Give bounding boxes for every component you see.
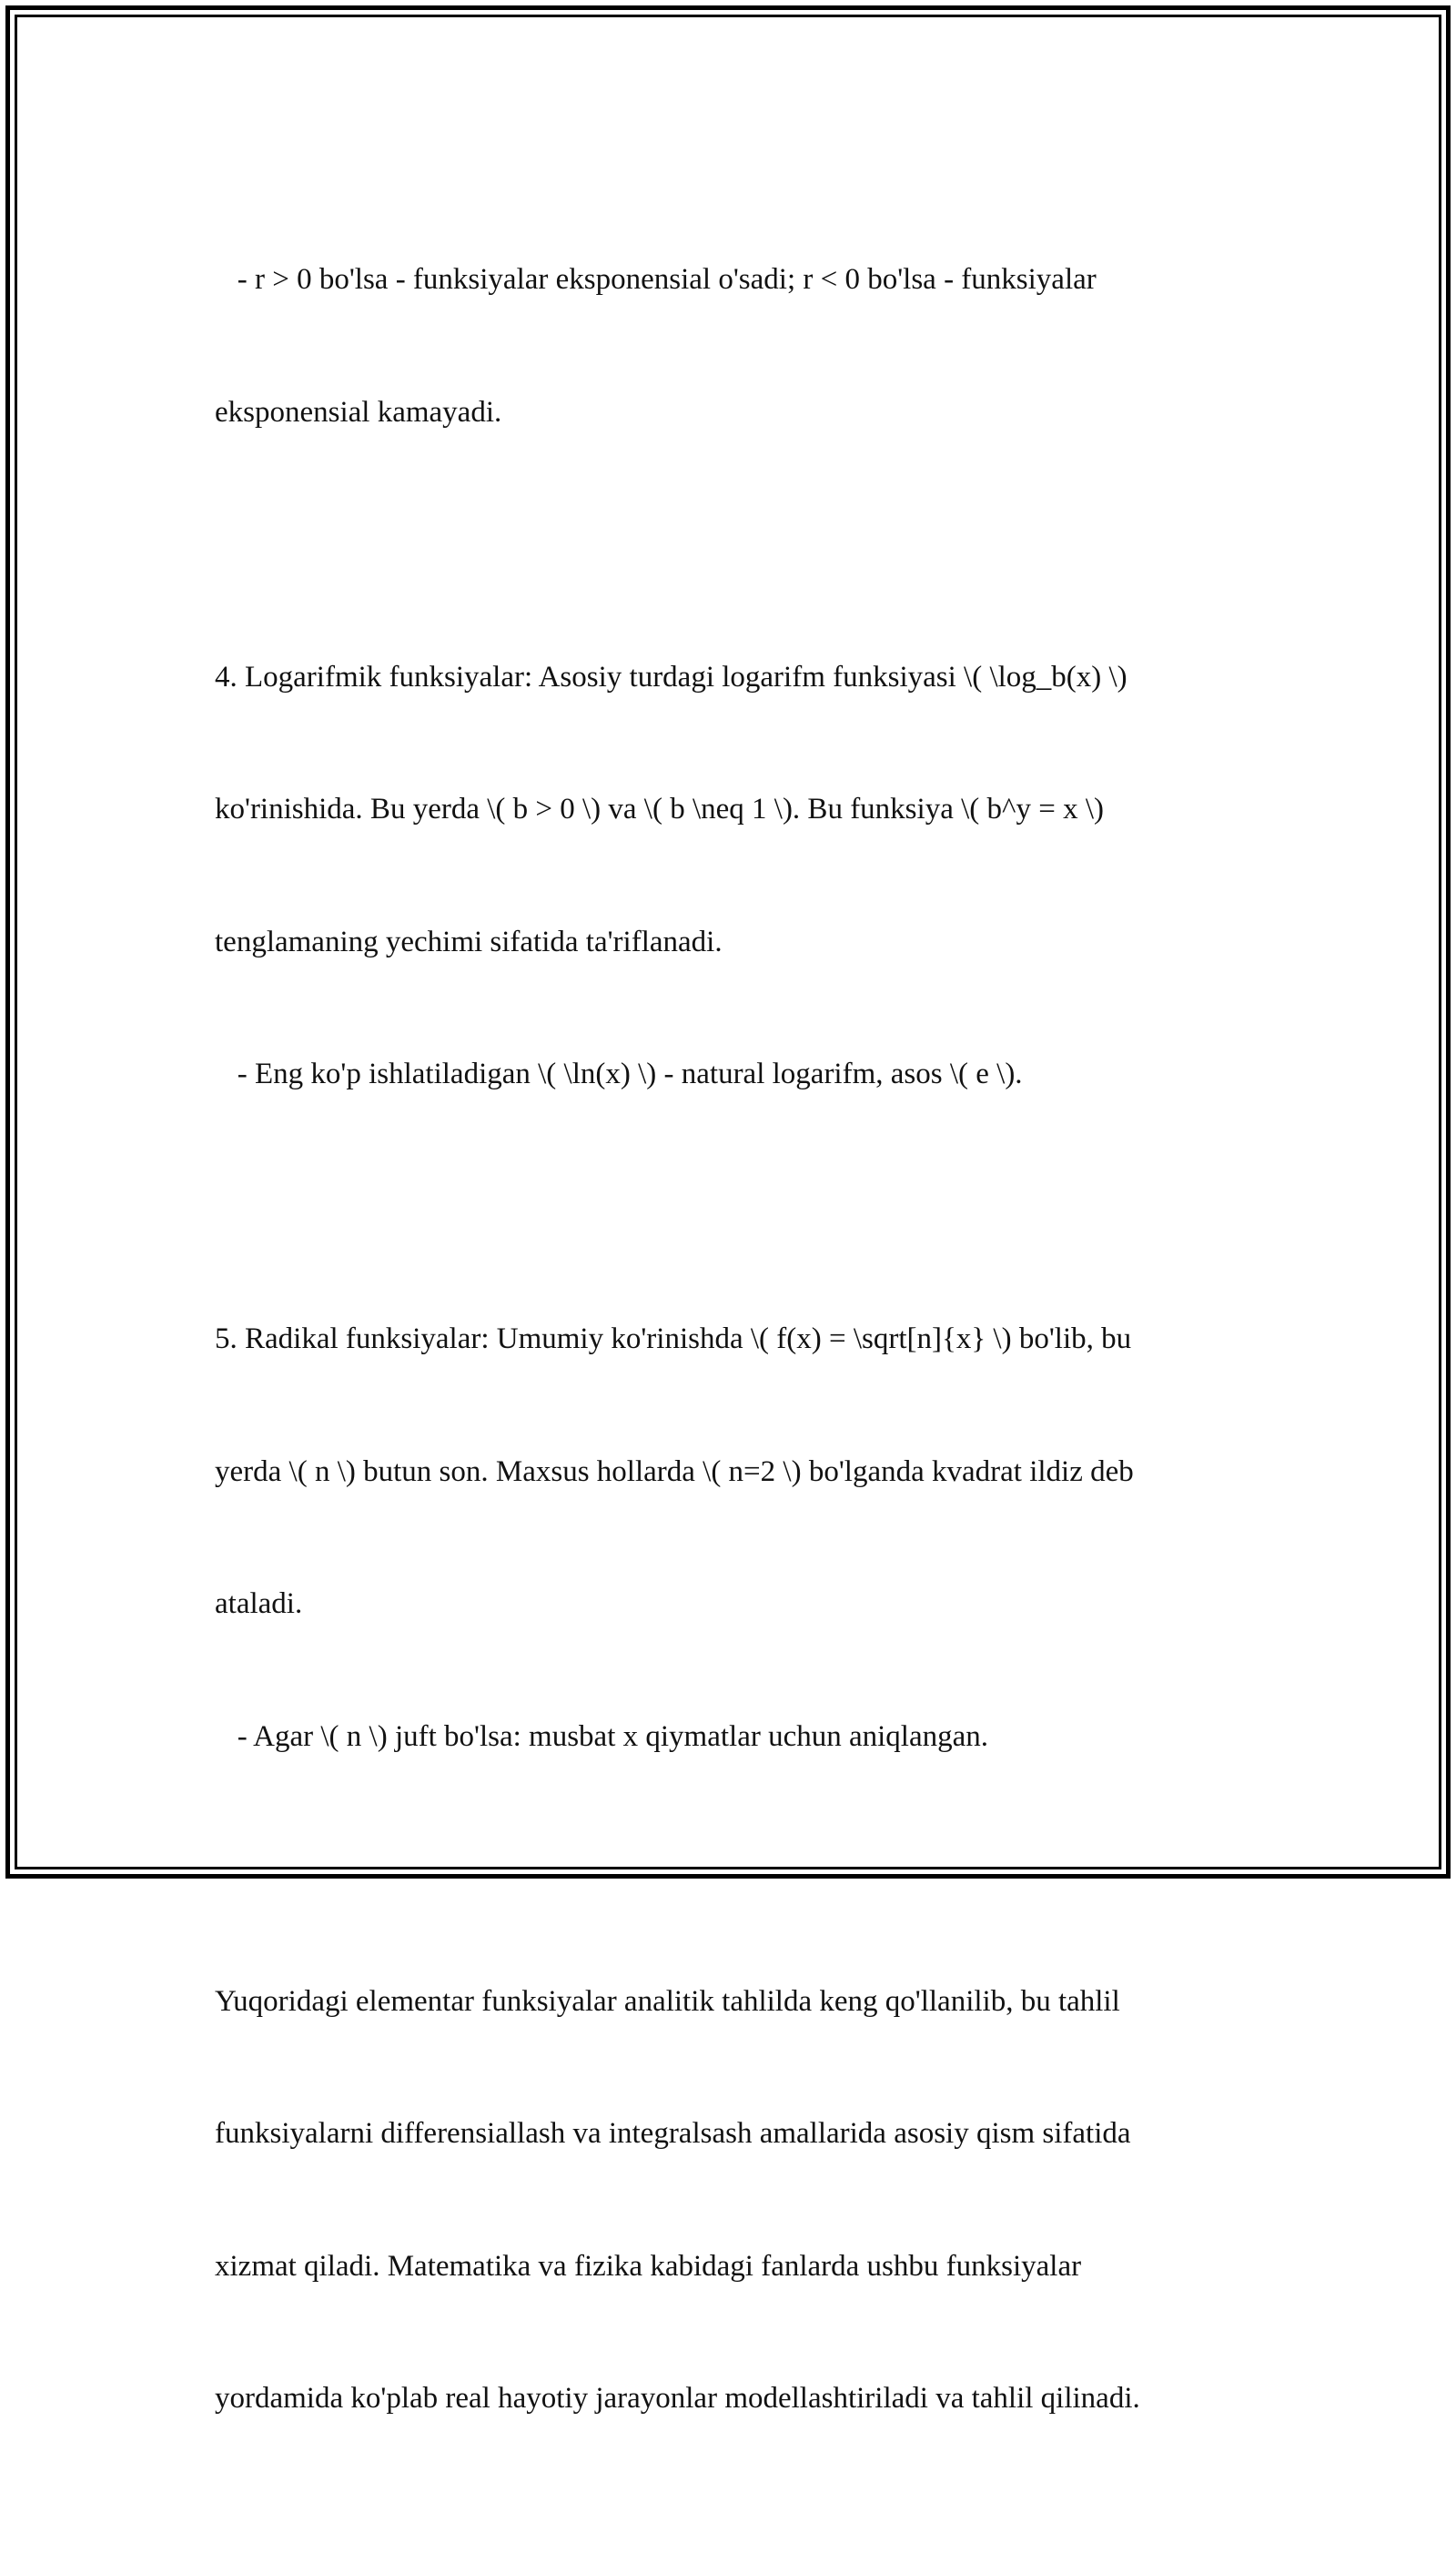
paragraph-logarithmic-functions [215,567,1261,1185]
text-line: - Agar \( n \) juft bo'lsa: musbat x qiymatlar uchun aniqlangan. [215,1719,989,1753]
text-line: xizmat qiladi. Matematika va fizika kabidagi fanlarda ushbu funksiyalar [215,2249,1082,2283]
text-line: funksiyalarni differensiallash va integralsash amallarida asosiy qism sifatida [215,2117,1131,2150]
paragraph-radical-functions [215,1229,1261,1847]
document-body [215,169,1261,2553]
text-line: ataladi. [215,1587,303,1620]
text-line: Yuqoridagi elementar funksiyalar analitik tahlilda keng qo'llanilib, bu tahlil [215,1984,1120,2018]
text-line: - Eng ko'p ishlatiladigan \( \ln(x) \) - natural logarifm, asos \( e \). [215,1058,1023,1090]
text-line: yordamida ko'plab real hayotiy jarayonlar modellashtiriladi va tahlil qilinadi. [215,2382,1140,2415]
text-line: eksponensial kamayadi. [215,395,502,429]
paragraph-exponential-note [215,169,1261,522]
text-line: - r > 0 bo'lsa - funksiyalar eksponensial o'sadi; r < 0 bo'lsa - funksiyalar [215,263,1097,296]
paragraph-conclusion [215,1891,1261,2509]
text-line: yerda \( n \) butun son. Maxsus hollarda \( n=2 \) bo'lganda kvadrat ildiz deb [215,1454,1134,1488]
text-line: 4. Logarifmik funksiyalar: Asosiy turdagi logarifm funksiyasi \( \log_b(x) \) [215,660,1127,694]
text-line: ko'rinishida. Bu yerda \( b > 0 \) va \( b \neq 1 \). Bu funksiya \( b^y = x \) [215,793,1104,826]
text-line: 5. Radikal funksiyalar: Umumiy ko'rinishda \( f(x) = \sqrt[n]{x} \) bo'lib, bu [215,1322,1132,1355]
text-line: tenglamaning yechimi sifatida ta'riflanadi. [215,925,723,958]
